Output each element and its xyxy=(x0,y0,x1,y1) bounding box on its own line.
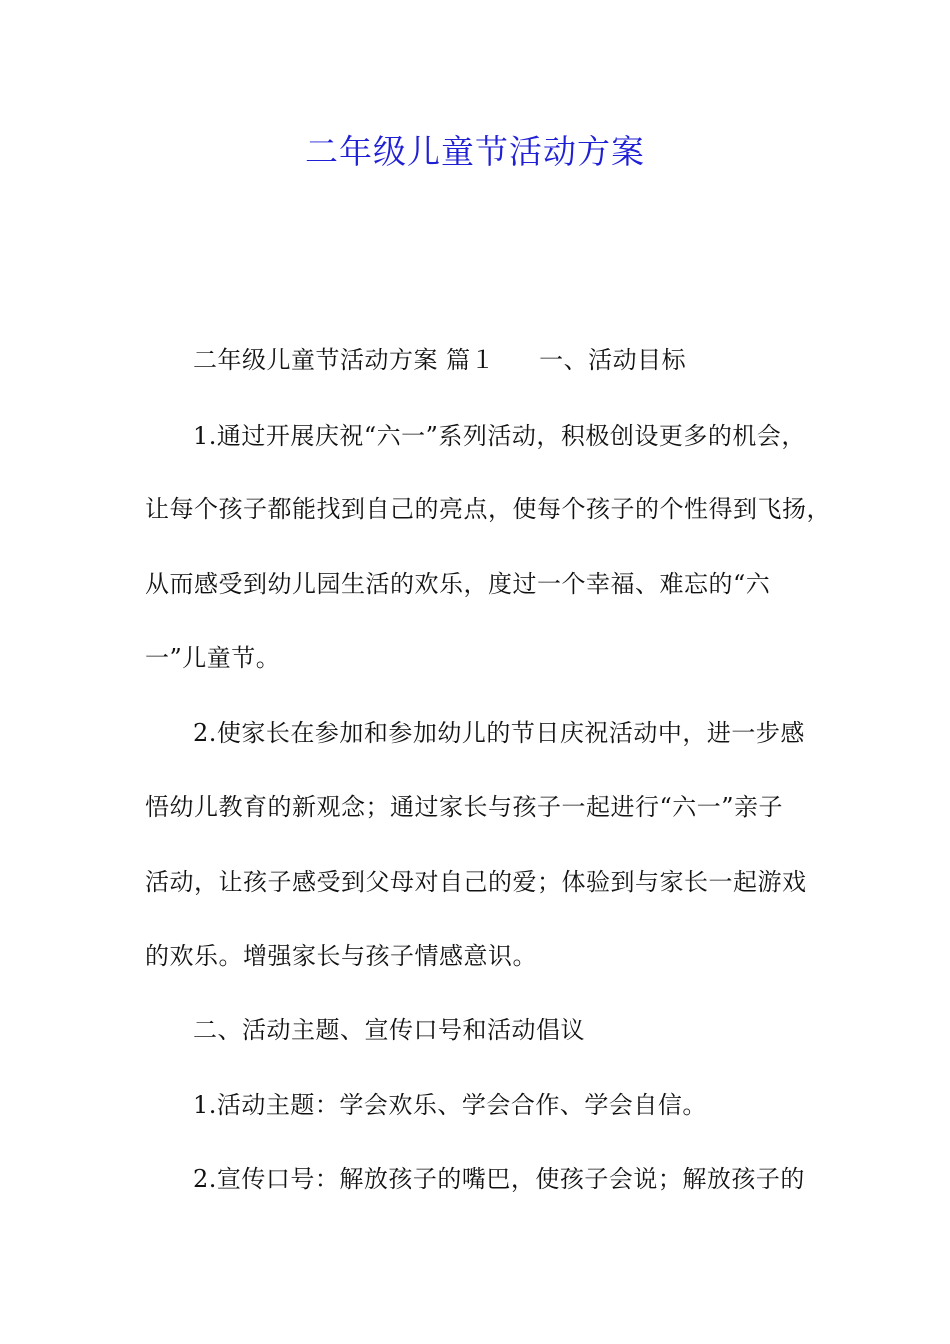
section-label: 一、活动目标 xyxy=(539,346,687,374)
section-heading-line xyxy=(193,343,873,377)
paragraph-line: 的欢乐。增强家长与孩子情感意识。 xyxy=(145,942,537,970)
paragraph-line: 从而感受到幼儿园生活的欢乐，度过一个幸福、难忘的“六 xyxy=(145,570,771,598)
document-title: 二年级儿童节活动方案 xyxy=(305,132,645,171)
paragraph-line: 活动，让孩子感受到父母对自己的爱；体验到与家长一起游戏 xyxy=(145,868,807,896)
section-heading: 二、活动主题、宣传口号和活动倡议 xyxy=(193,1016,585,1044)
paragraph-line: 1.通过开展庆祝“六一”系列活动，积极创设更多的机会， xyxy=(193,422,806,450)
paragraph-line: 2.宣传口号：解放孩子的嘴巴，使孩子会说；解放孩子的 xyxy=(193,1165,805,1193)
part-label: 二年级儿童节活动方案 篇１ xyxy=(193,346,496,374)
paragraph-line: 悟幼儿教育的新观念；通过家长与孩子一起进行“六一”亲子 xyxy=(145,793,784,821)
paragraph-line: 一”儿童节。 xyxy=(145,644,281,672)
paragraph-line: 让每个孩子都能找到自己的亮点，使每个孩子的个性得到飞扬， xyxy=(145,495,831,523)
paragraph-line: 1.活动主题：学会欢乐、学会合作、学会自信。 xyxy=(193,1091,707,1119)
paragraph-line: 2.使家长在参加和参加幼儿的节日庆祝活动中，进一步感 xyxy=(193,719,805,747)
